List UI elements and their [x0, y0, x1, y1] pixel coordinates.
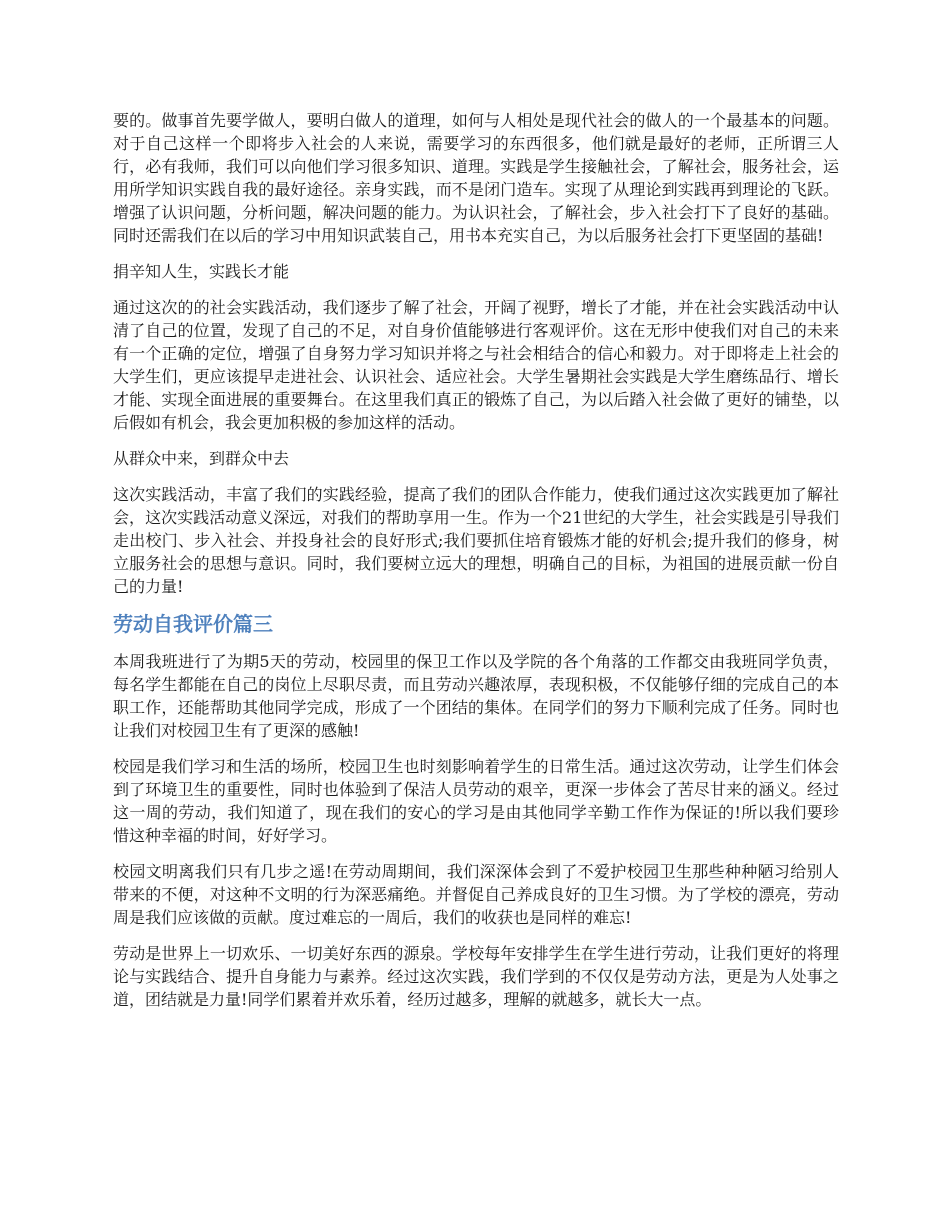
- body-paragraph: 要的。做事首先要学做人，要明白做人的道理，如何与人相处是现代社会的做人的一个最基本的问题。对于自己这样一个即将步入社会的人来说，需要学习的东西很多，他们就是最好的老师，正所谓三人行，必有我师，我们可以向他们学习很多知识、道理。实践是学生接触社会，了解社会，服务社会，运用所学知识实践自我的最好途径。亲身实践，而不是闭门造车。实现了从理论到实践再到理论的飞跃。增强了认识问题，分析问题，解决问题的能力。为认识社会，了解社会，步入社会打下了良好的基础。同时还需我们在以后的学习中用知识武装自己，用书本充实自己，为以后服务社会打下更坚固的基础!: [113, 111, 839, 245]
- article-paragraph: 校园是我们学习和生活的场所，校园卫生也时刻影响着学生的日常生活。通过这次劳动，让学生们体会到了环境卫生的重要性，同时也体验到了保洁人员劳动的艰辛，更深一步体会了苦尽甘来的涵义。经过这一周的劳动，我们知道了，现在我们的安心的学习是由其他同学辛勤工作作为保证的!所以我们要珍惜这种幸福的时间，好好学习。: [113, 757, 839, 845]
- article-paragraph: 劳动是世界上一切欢乐、一切美好东西的源泉。学校每年安排学生在学生进行劳动，让我们更好的将理论与实践结合、提升自身能力与素养。经过这次实践，我们学到的不仅仅是劳动方法，更是为人处事之道，团结就是力量!同学们累着并欢乐着，经历过越多，理解的就越多，就长大一点。: [113, 944, 839, 1009]
- article-paragraph: 本周我班进行了为期5天的劳动，校园里的保卫工作以及学院的各个角落的工作都交由我班同学负责，每名学生都能在自己的岗位上尽职尽责，而且劳动兴趣浓厚，表现积极，不仅能够仔细的完成自己的本职工作，还能帮助其他同学完成，形成了一个团结的集体。在同学们的努力下顺利完成了任务。同时也让我们对校园卫生有了更深的感触!: [113, 652, 839, 740]
- document-page: [113, 109, 839, 1024]
- body-paragraph: 通过这次的的社会实践活动，我们逐步了解了社会，开阔了视野，增长了才能，并在社会实践活动中认清了自己的位置，发现了自己的不足，对自身价值能够进行客观评价。这在无形中使我们对自己的未来有一个正确的定位，增强了自身努力学习知识并将之与社会相结合的信心和毅力。对于即将走上社会的大学生们，更应该提早走进社会、认识社会、适应社会。大学生暑期社会实践是大学生磨练品行、增长才能、实现全面进展的重要舞台。在这里我们真正的锻炼了自己，为以后踏入社会做了更好的铺垫，以后假如有机会，我会更加积极的参加这样的活动。: [113, 298, 839, 432]
- article-paragraph: 校园文明离我们只有几步之遥!在劳动周期间，我们深深体会到了不爱护校园卫生那些种种陋习给别人带来的不便，对这种不文明的行为深恶痛绝。并督促自己养成良好的卫生习惯。为了学校的漂亮，劳动周是我们应该做的贡献。度过难忘的一周后，我们的收获也是同样的难忘!: [113, 862, 839, 927]
- section-subhead: 从群众中来，到群众中去: [113, 449, 290, 468]
- body-paragraph: 这次实践活动，丰富了我们的实践经验，提高了我们的团队合作能力，使我们通过这次实践更加了解社会，这次实践活动意义深远，对我们的帮助享用一生。作为一个21世纪的大学生，社会实践是引导我们走出校门、步入社会、并投身社会的良好形式;我们要抓住培育锻炼才能的好机会;提升我们的修身，树立服务社会的思想与意识。同时，我们要树立远大的理想，明确自己的目标，为祖国的进展贡献一份自己的力量!: [113, 485, 839, 596]
- section-subhead: 捐辛知人生，实践长才能: [113, 262, 290, 281]
- article-heading: 劳动自我评价篇三: [113, 612, 273, 636]
